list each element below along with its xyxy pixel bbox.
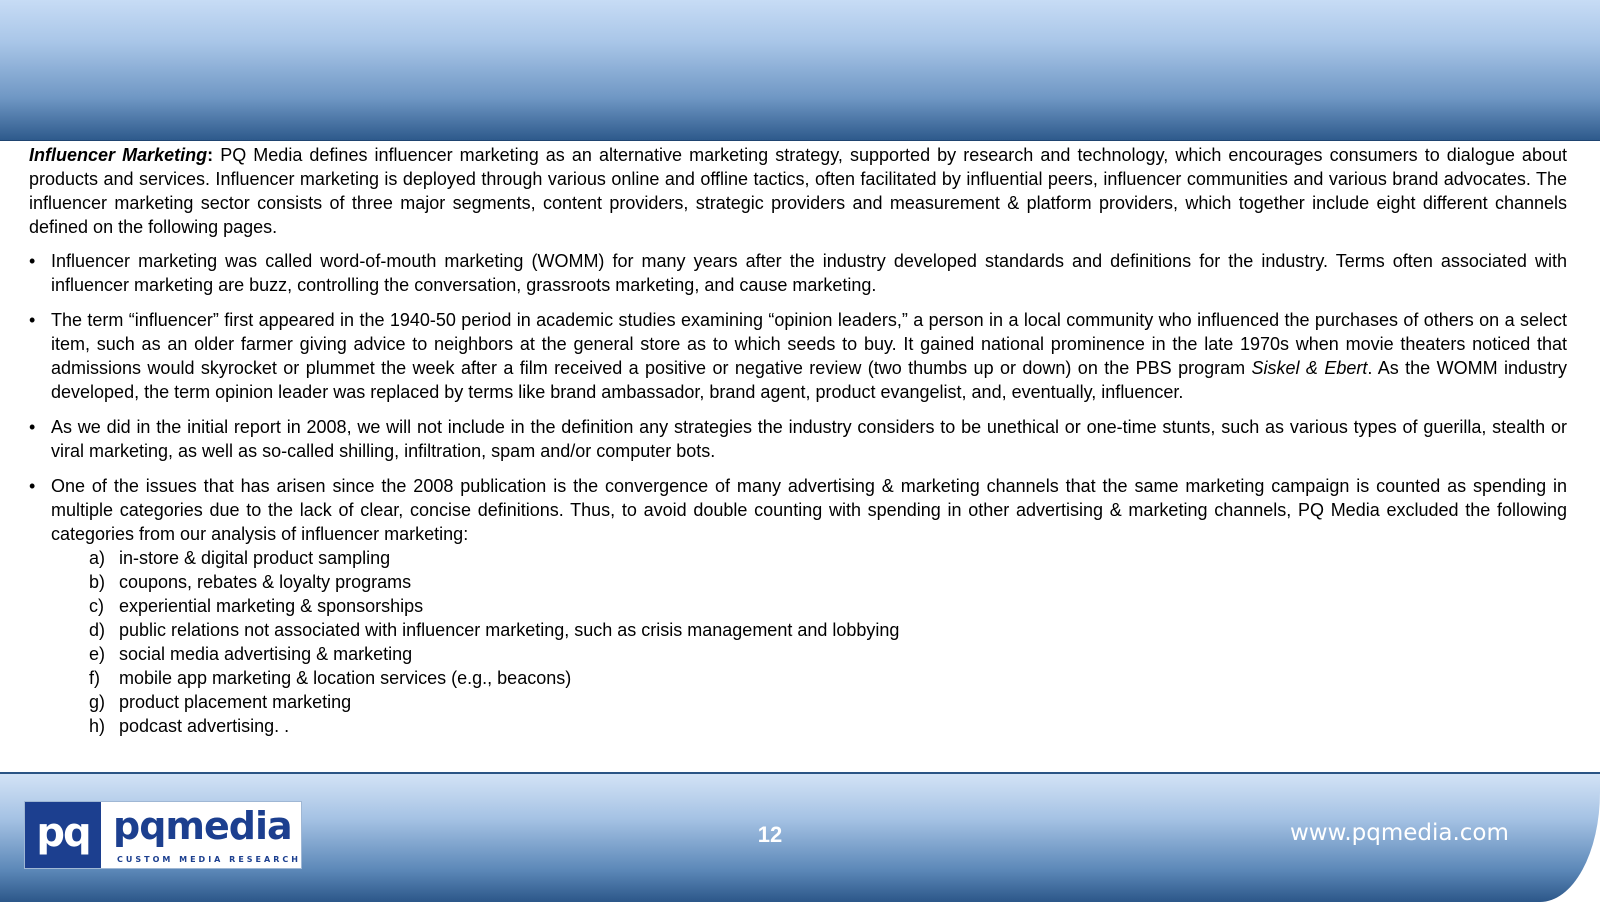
exclusion-marker: g) bbox=[89, 692, 106, 712]
bullet-item-exclusions-ethics bbox=[29, 415, 1567, 463]
exclusion-item bbox=[89, 666, 1567, 690]
exclusion-item bbox=[89, 618, 1567, 642]
exclusion-item bbox=[89, 546, 1567, 570]
exclusion-item bbox=[89, 642, 1567, 666]
exclusion-item bbox=[89, 690, 1567, 714]
logo-tagline: CUSTOM MEDIA RESEARCH bbox=[117, 855, 301, 864]
exclusion-marker: h) bbox=[89, 716, 106, 736]
logo-wordmark: pqmedia bbox=[113, 804, 292, 848]
exclusion-marker: c) bbox=[89, 596, 104, 616]
main-content bbox=[29, 143, 1567, 749]
exclusion-item bbox=[89, 594, 1567, 618]
exclusion-text: public relations not associated with influencer marketing, such as crisis management and lobbying bbox=[119, 620, 900, 640]
exclusion-item bbox=[89, 714, 1567, 738]
program-title: Siskel & Ebert bbox=[1251, 358, 1368, 378]
exclusion-text: mobile app marketing & location services (e.g., beacons) bbox=[119, 668, 572, 688]
page-number: 12 bbox=[757, 822, 783, 847]
intro-colon: : bbox=[207, 145, 214, 165]
exclusion-text: product placement marketing bbox=[119, 692, 352, 712]
header-band bbox=[0, 0, 1600, 141]
bullet-item-influencer-term bbox=[29, 308, 1567, 404]
bullet-item-convergence bbox=[29, 474, 1567, 738]
intro-text: PQ Media defines influencer marketing as an alternative marketing strategy, supported by research and technology, which encourages consumers to dialogue about products and services. Influencer marketing is deployed through various online and offline tactics, often facilitated by influential peers, influencer communities and various brand advocates. The influencer marketing sector consists of three major segments, content providers, strategic providers and measurement & platform providers, which together include eight different channels defined on the following pages. bbox=[29, 145, 1567, 237]
logo-mark: pq bbox=[25, 802, 101, 868]
exclusion-marker: a) bbox=[89, 548, 106, 568]
exclusion-text: social media advertising & marketing bbox=[119, 644, 413, 664]
bullet-list bbox=[29, 249, 1567, 738]
exclusion-marker: b) bbox=[89, 572, 106, 592]
exclusion-text: coupons, rebates & loyalty programs bbox=[119, 572, 412, 592]
exclusion-text: experiential marketing & sponsorships bbox=[119, 596, 424, 616]
exclusion-text: in-store & digital product sampling bbox=[119, 548, 391, 568]
exclusion-item bbox=[89, 570, 1567, 594]
intro-paragraph bbox=[29, 143, 1567, 239]
exclusion-list bbox=[51, 546, 1567, 738]
exclusion-marker: d) bbox=[89, 620, 106, 640]
intro-term: Influencer Marketing bbox=[29, 145, 208, 165]
bullet-text: One of the issues that has arisen since the 2008 publication is the convergence of many advertising & marketing channels that the same marketing campaign is counted as spending in multiple categories due to the lack of clear, concise definitions. Thus, to avoid double counting with spending in other advertising & marketing channels, PQ Media excluded the following categories from our analysis of influencer marketing: bbox=[51, 476, 1567, 544]
bullet-text: The term “influencer” first appeared in the 1940-50 period in academic studies examining “opinion leaders,” a person in a local community who influenced the purchases of others on a select item, such as an older farmer giving advice to neighbors at the general store as to which seeds to buy. It gained national prominence in the late 1970s when movie theaters noticed that admissions would skyrocket or plummet the week after a film received a positive or negative review (two thumbs up or down) on the PBS program bbox=[51, 310, 1567, 378]
bullet-text: Influencer marketing was called word-of-mouth marketing (WOMM) for many years after the industry developed standards and definitions for the industry. Terms often associated with influencer marketing are buzz, controlling the conversation, grassroots marketing, and cause marketing. bbox=[51, 251, 1567, 295]
bullet-text: . As the WOMM industry developed, the term opinion leader was replaced by terms like brand ambassador, brand agent, product evangelist, and, eventually, influencer. bbox=[51, 358, 1567, 402]
pqmedia-logo bbox=[24, 801, 302, 869]
bullet-item-womm bbox=[29, 249, 1567, 297]
exclusion-text: podcast advertising. . bbox=[119, 716, 290, 736]
bullet-text: As we did in the initial report in 2008, we will not include in the definition any strategies the industry considers to be unethical or one-time stunts, such as various types of guerilla, stealth or viral marketing, as well as so-called shilling, infiltration, spam and/or computer bots. bbox=[51, 417, 1567, 461]
exclusion-marker: f) bbox=[89, 668, 100, 688]
exclusion-marker: e) bbox=[89, 644, 106, 664]
website-url: www.pqmedia.com bbox=[1290, 820, 1509, 846]
